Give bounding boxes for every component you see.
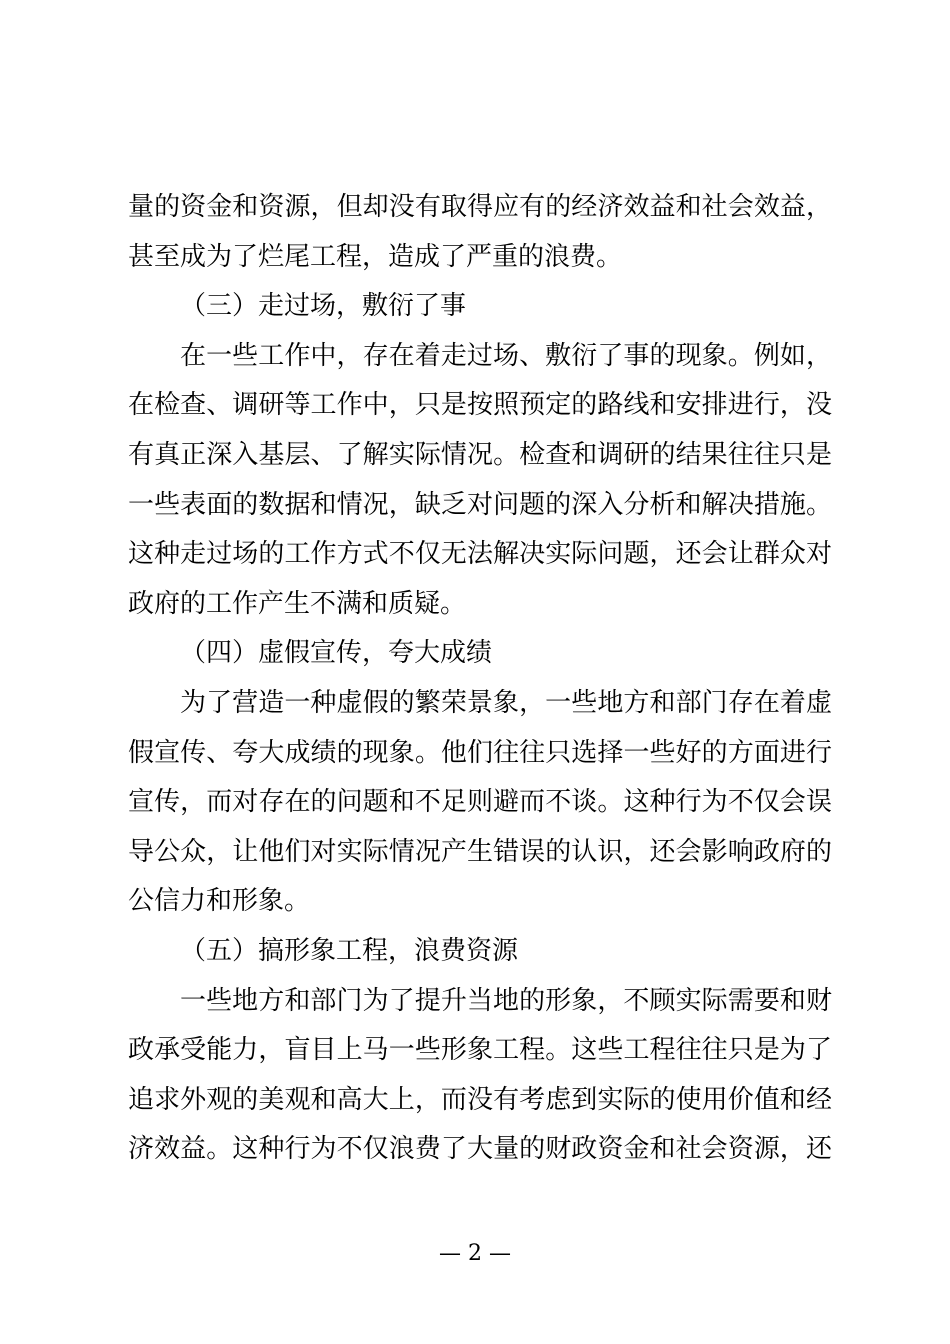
page-number: — 2 — xyxy=(439,1241,511,1266)
text-line: 这种走过场的工作方式不仅无法解决实际问题，还会让群众对 xyxy=(128,539,832,570)
section-heading: （四）虚假宣传，夸大成绩 xyxy=(180,638,493,669)
text-line: 假宣传、夸大成绩的现象。他们往往只选择一些好的方面进行 xyxy=(128,737,832,768)
text-line: 为了营造一种虚假的繁荣景象，一些地方和部门存在着虚 xyxy=(180,687,832,718)
section-heading: （五）搞形象工程，浪费资源 xyxy=(180,935,519,966)
text-line: 公信力和形象。 xyxy=(128,886,311,917)
text-line: 在检查、调研等工作中，只是按照预定的路线和安排进行，没 xyxy=(128,390,832,421)
text-line: 政府的工作产生不满和质疑。 xyxy=(128,588,467,619)
text-line: 政承受能力，盲目上马一些形象工程。这些工程往往只是为了 xyxy=(128,1035,832,1066)
section-heading: （三）走过场，敷衍了事 xyxy=(180,291,467,322)
text-line: 有真正深入基层、了解实际情况。检查和调研的结果往往只是 xyxy=(128,439,832,470)
text-line: 一些地方和部门为了提升当地的形象，不顾实际需要和财 xyxy=(180,985,832,1016)
document-body xyxy=(128,183,832,1175)
text-line: 量的资金和资源，但却没有取得应有的经济效益和社会效益， xyxy=(128,192,832,222)
text-line: 导公众，让他们对实际情况产生错误的认识，还会影响政府的 xyxy=(128,836,832,867)
text-line: 在一些工作中，存在着走过场、敷衍了事的现象。例如， xyxy=(180,340,832,371)
text-line: 宣传，而对存在的问题和不足则避而不谈。这种行为不仅会误 xyxy=(128,787,832,818)
text-line: 追求外观的美观和高大上，而没有考虑到实际的使用价值和经 xyxy=(128,1084,832,1115)
text-line: 济效益。这种行为不仅浪费了大量的财政资金和社会资源，还 xyxy=(128,1134,832,1165)
text-line: 甚至成为了烂尾工程，造成了严重的浪费。 xyxy=(128,241,623,272)
text-line: 一些表面的数据和情况，缺乏对问题的深入分析和解决措施。 xyxy=(128,489,832,520)
